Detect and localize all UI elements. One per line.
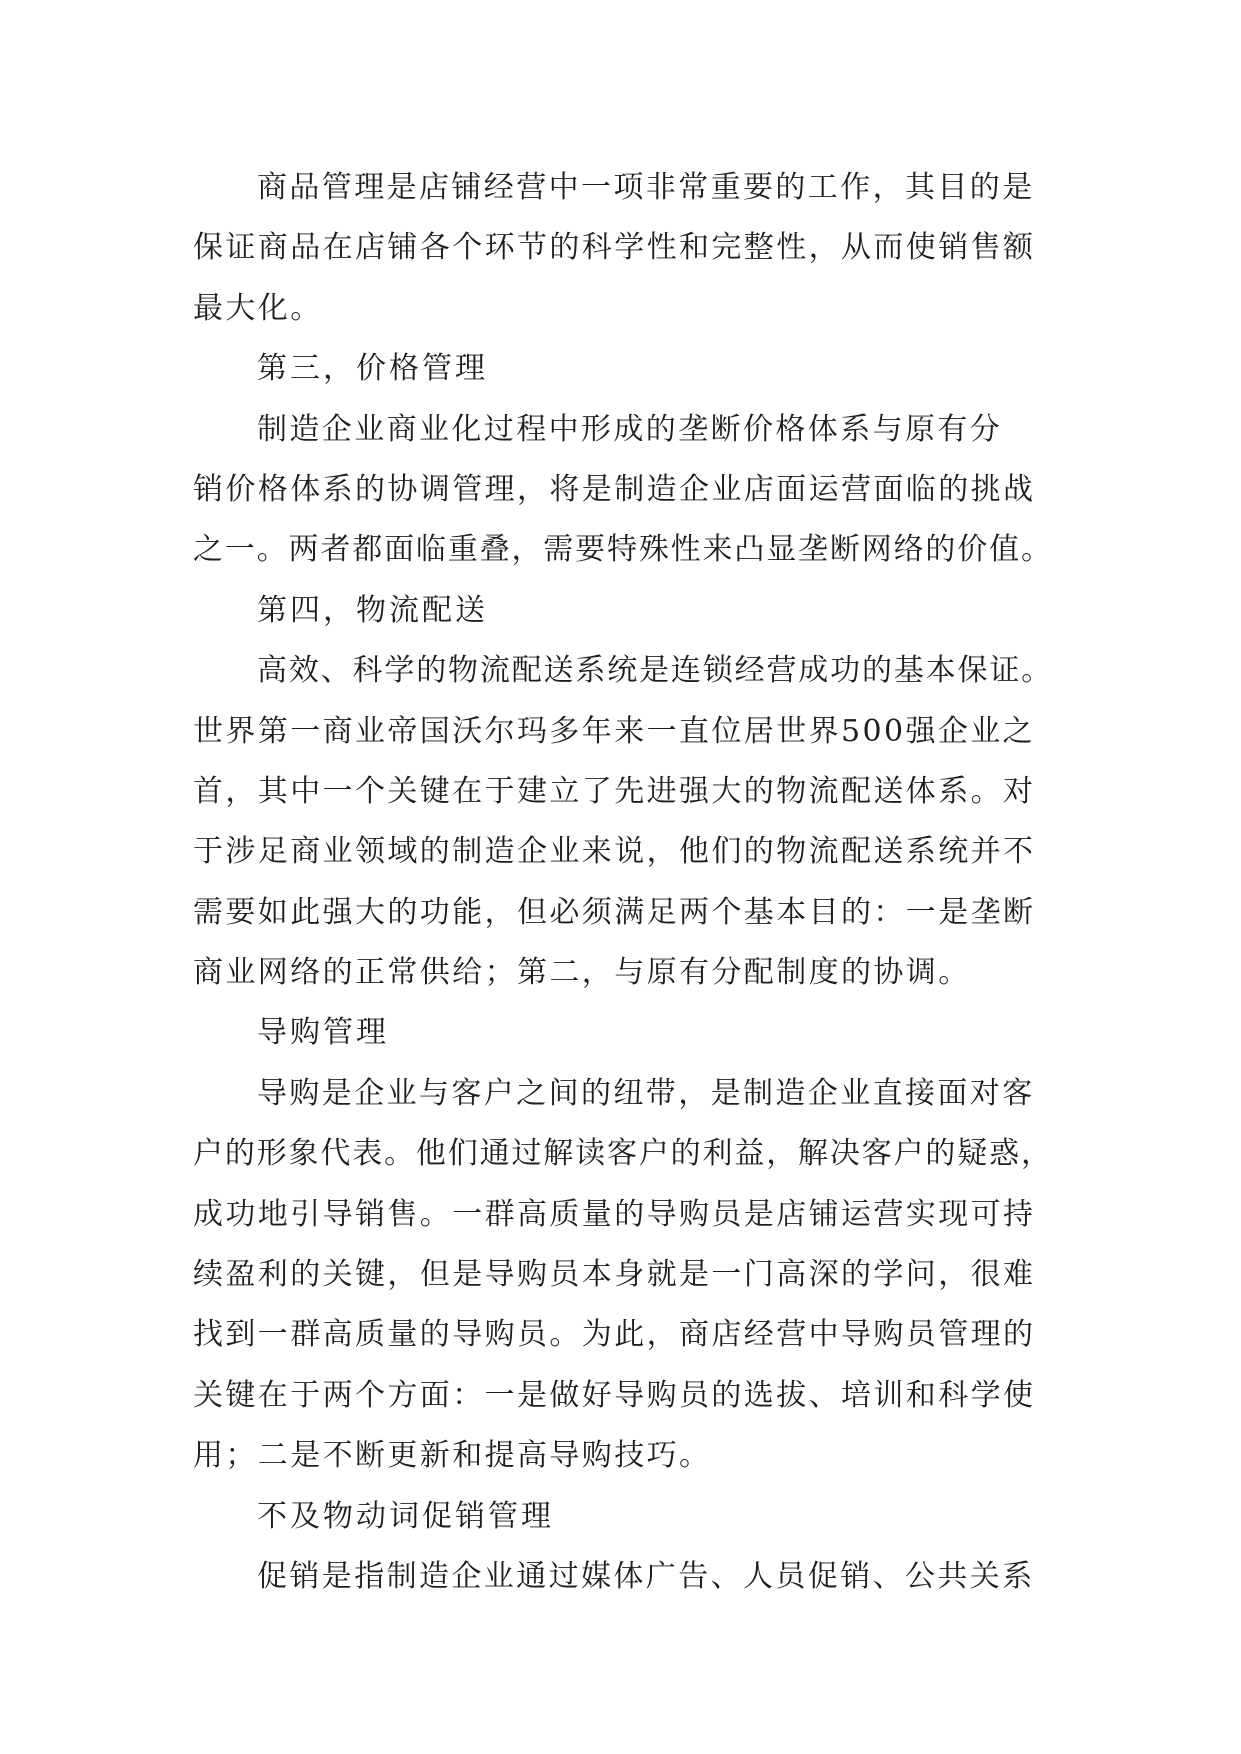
paragraph-line: 制造企业商业化过程中形成的垄断价格体系与原有分 xyxy=(257,411,1003,447)
paragraph-line: 最大化。 xyxy=(193,290,323,326)
paragraph-line: 商业网络的正常供给；第二，与原有分配制度的协调。 xyxy=(193,955,971,991)
paragraph-line: 关键在于两个方面：一是做好导购员的选拔、培训和科学使 xyxy=(193,1377,1036,1413)
paragraph-line: 高效、科学的物流配送系统是连锁经营成功的基本保证。 xyxy=(257,653,1053,689)
paragraph-line: 导购是企业与客户之间的纽带，是制造企业直接面对客 xyxy=(257,1075,1035,1111)
paragraph-line: 于涉足商业领域的制造企业来说，他们的物流配送系统并不 xyxy=(193,834,1036,870)
paragraph-line: 成功地引导销售。一群高质量的导购员是店铺运营实现可持 xyxy=(193,1196,1036,1232)
paragraph-line: 保证商品在店铺各个环节的科学性和完整性，从而使销售额 xyxy=(193,230,1036,266)
paragraph-line: 户的形象代表。他们通过解读客户的利益，解决客户的疑惑， xyxy=(193,1136,1053,1172)
document-body xyxy=(193,158,1053,1607)
section-heading-price: 第三，价格管理 xyxy=(257,351,488,387)
section-heading-promotion: 不及物动词促销管理 xyxy=(257,1498,554,1534)
paragraph-line: 之一。两者都面临重叠，需要特殊性来凸显垄断网络的价值。 xyxy=(193,532,1053,568)
section-heading-shopping-guide: 导购管理 xyxy=(257,1015,389,1051)
paragraph-line: 需要如此强大的功能，但必须满足两个基本目的：一是垄断 xyxy=(193,894,1036,930)
paragraph-line: 续盈利的关键，但是导购员本身就是一门高深的学问，很难 xyxy=(193,1257,1036,1293)
paragraph-line: 找到一群高质量的导购员。为此，商店经营中导购员管理的 xyxy=(193,1317,1036,1353)
paragraph-line: 用；二是不断更新和提高导购技巧。 xyxy=(193,1438,712,1474)
paragraph-line: 销价格体系的协调管理，将是制造企业店面运营面临的挑战 xyxy=(193,471,1036,507)
paragraph-line: 世界第一商业帝国沃尔玛多年来一直位居世界500强企业之 xyxy=(193,713,1036,749)
section-heading-logistics: 第四，物流配送 xyxy=(257,592,488,628)
paragraph-line: 首，其中一个关键在于建立了先进强大的物流配送体系。对 xyxy=(193,773,1036,809)
paragraph-line: 促销是指制造企业通过媒体广告、人员促销、公共关系 xyxy=(257,1558,1035,1594)
paragraph-line: 商品管理是店铺经营中一项非常重要的工作，其目的是 xyxy=(257,170,1035,205)
